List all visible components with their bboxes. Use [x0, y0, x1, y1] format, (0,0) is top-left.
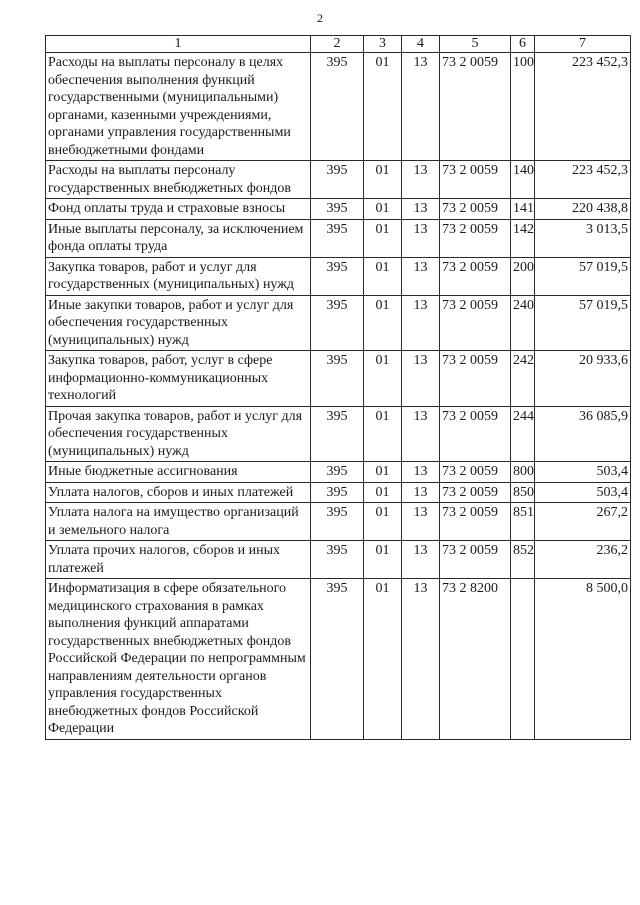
row-rz-cell: 01	[364, 462, 402, 483]
row-vr-cell: 242	[511, 351, 535, 407]
row-gr-cell: 395	[311, 295, 364, 351]
row-csr-cell: 73 2 0059	[440, 295, 511, 351]
row-vr-cell: 100	[511, 53, 535, 161]
row-csr-cell: 73 2 0059	[440, 351, 511, 407]
table-row	[46, 53, 631, 161]
header-cell-csr: 5	[440, 36, 511, 53]
row-pr-cell: 13	[402, 295, 440, 351]
row-name-cell: Иные закупки товаров, работ и услуг для обеспечения государственных (муниципальных) нужд	[46, 295, 311, 351]
row-rz-cell: 01	[364, 219, 402, 257]
table-row	[46, 295, 631, 351]
row-rz-cell: 01	[364, 257, 402, 295]
row-rz-cell: 01	[364, 161, 402, 199]
row-vr-cell: 244	[511, 406, 535, 462]
row-pr-cell: 13	[402, 351, 440, 407]
row-gr-cell: 395	[311, 257, 364, 295]
row-sum-cell: 36 085,9	[535, 406, 631, 462]
row-rz-cell: 01	[364, 351, 402, 407]
row-gr-cell: 395	[311, 351, 364, 407]
row-name-cell: Уплата прочих налогов, сборов и иных платежей	[46, 541, 311, 579]
row-csr-cell: 73 2 0059	[440, 462, 511, 483]
row-sum-cell: 3 013,5	[535, 219, 631, 257]
row-sum-cell: 503,4	[535, 482, 631, 503]
row-csr-cell: 73 2 0059	[440, 161, 511, 199]
row-pr-cell: 13	[402, 482, 440, 503]
row-name-cell: Информатизация в сфере обязательного медицинского страхования в рамках выполнения функций аппаратами государственных внебюджетных фондов Российской Федерации по непрограммным направлениям деятельности органов управления государственных внебюджетных фондов Российской Федерации	[46, 579, 311, 740]
row-sum-cell: 236,2	[535, 541, 631, 579]
row-csr-cell: 73 2 0059	[440, 219, 511, 257]
row-gr-cell: 395	[311, 482, 364, 503]
row-name-cell: Уплата налогов, сборов и иных платежей	[46, 482, 311, 503]
row-gr-cell: 395	[311, 579, 364, 740]
row-gr-cell: 395	[311, 462, 364, 483]
budget-table	[45, 35, 631, 740]
row-gr-cell: 395	[311, 503, 364, 541]
row-rz-cell: 01	[364, 579, 402, 740]
row-csr-cell: 73 2 0059	[440, 257, 511, 295]
table-row	[46, 161, 631, 199]
row-csr-cell: 73 2 0059	[440, 53, 511, 161]
header-cell-name: 1	[46, 36, 311, 53]
row-vr-cell: 850	[511, 482, 535, 503]
row-pr-cell: 13	[402, 406, 440, 462]
row-vr-cell: 240	[511, 295, 535, 351]
header-cell-vr: 6	[511, 36, 535, 53]
row-name-cell: Расходы на выплаты персоналу в целях обеспечения выполнения функций государственными (муниципальными) органами, казенными учреждениями, органами управления государственными внебюджетными фондами	[46, 53, 311, 161]
row-gr-cell: 395	[311, 53, 364, 161]
row-pr-cell: 13	[402, 579, 440, 740]
row-pr-cell: 13	[402, 53, 440, 161]
row-sum-cell: 223 452,3	[535, 53, 631, 161]
table-row	[46, 482, 631, 503]
row-gr-cell: 395	[311, 541, 364, 579]
row-name-cell: Уплата налога на имущество организаций и земельного налога	[46, 503, 311, 541]
row-rz-cell: 01	[364, 482, 402, 503]
row-pr-cell: 13	[402, 462, 440, 483]
row-gr-cell: 395	[311, 406, 364, 462]
row-name-cell: Иные бюджетные ассигнования	[46, 462, 311, 483]
row-sum-cell: 223 452,3	[535, 161, 631, 199]
row-sum-cell: 57 019,5	[535, 295, 631, 351]
table-row	[46, 579, 631, 740]
row-rz-cell: 01	[364, 503, 402, 541]
row-rz-cell: 01	[364, 295, 402, 351]
header-cell-pr: 4	[402, 36, 440, 53]
row-csr-cell: 73 2 0059	[440, 199, 511, 220]
row-vr-cell: 142	[511, 219, 535, 257]
row-pr-cell: 13	[402, 219, 440, 257]
row-rz-cell: 01	[364, 406, 402, 462]
header-cell-sum: 7	[535, 36, 631, 53]
table-row	[46, 351, 631, 407]
table-row	[46, 199, 631, 220]
row-pr-cell: 13	[402, 503, 440, 541]
row-sum-cell: 220 438,8	[535, 199, 631, 220]
row-name-cell: Прочая закупка товаров, работ и услуг для обеспечения государственных (муниципальных) нужд	[46, 406, 311, 462]
row-pr-cell: 13	[402, 257, 440, 295]
header-cell-rz: 3	[364, 36, 402, 53]
row-name-cell: Закупка товаров, работ и услуг для государственных (муниципальных) нужд	[46, 257, 311, 295]
row-vr-cell: 852	[511, 541, 535, 579]
row-pr-cell: 13	[402, 541, 440, 579]
row-name-cell: Фонд оплаты труда и страховые взносы	[46, 199, 311, 220]
row-name-cell: Иные выплаты персоналу, за исключением фонда оплаты труда	[46, 219, 311, 257]
table-row	[46, 406, 631, 462]
header-cell-gr: 2	[311, 36, 364, 53]
row-csr-cell: 73 2 0059	[440, 482, 511, 503]
row-vr-cell: 800	[511, 462, 535, 483]
row-gr-cell: 395	[311, 199, 364, 220]
row-gr-cell: 395	[311, 161, 364, 199]
row-pr-cell: 13	[402, 199, 440, 220]
page-number: 2	[317, 11, 323, 25]
row-name-cell: Закупка товаров, работ, услуг в сфере информационно-коммуникационных технологий	[46, 351, 311, 407]
row-csr-cell: 73 2 0059	[440, 541, 511, 579]
row-csr-cell: 73 2 8200	[440, 579, 511, 740]
row-rz-cell: 01	[364, 541, 402, 579]
row-vr-cell: 140	[511, 161, 535, 199]
table-row	[46, 462, 631, 483]
row-rz-cell: 01	[364, 53, 402, 161]
row-vr-cell: 141	[511, 199, 535, 220]
row-vr-cell	[511, 579, 535, 740]
row-vr-cell: 851	[511, 503, 535, 541]
row-vr-cell: 200	[511, 257, 535, 295]
header-row	[46, 36, 631, 53]
row-name-cell: Расходы на выплаты персоналу государственных внебюджетных фондов	[46, 161, 311, 199]
table-row	[46, 503, 631, 541]
row-sum-cell: 267,2	[535, 503, 631, 541]
row-sum-cell: 57 019,5	[535, 257, 631, 295]
row-gr-cell: 395	[311, 219, 364, 257]
table-row	[46, 257, 631, 295]
row-sum-cell: 503,4	[535, 462, 631, 483]
row-sum-cell: 8 500,0	[535, 579, 631, 740]
row-pr-cell: 13	[402, 161, 440, 199]
table-row	[46, 219, 631, 257]
row-sum-cell: 20 933,6	[535, 351, 631, 407]
table-row	[46, 541, 631, 579]
row-rz-cell: 01	[364, 199, 402, 220]
row-csr-cell: 73 2 0059	[440, 503, 511, 541]
row-csr-cell: 73 2 0059	[440, 406, 511, 462]
